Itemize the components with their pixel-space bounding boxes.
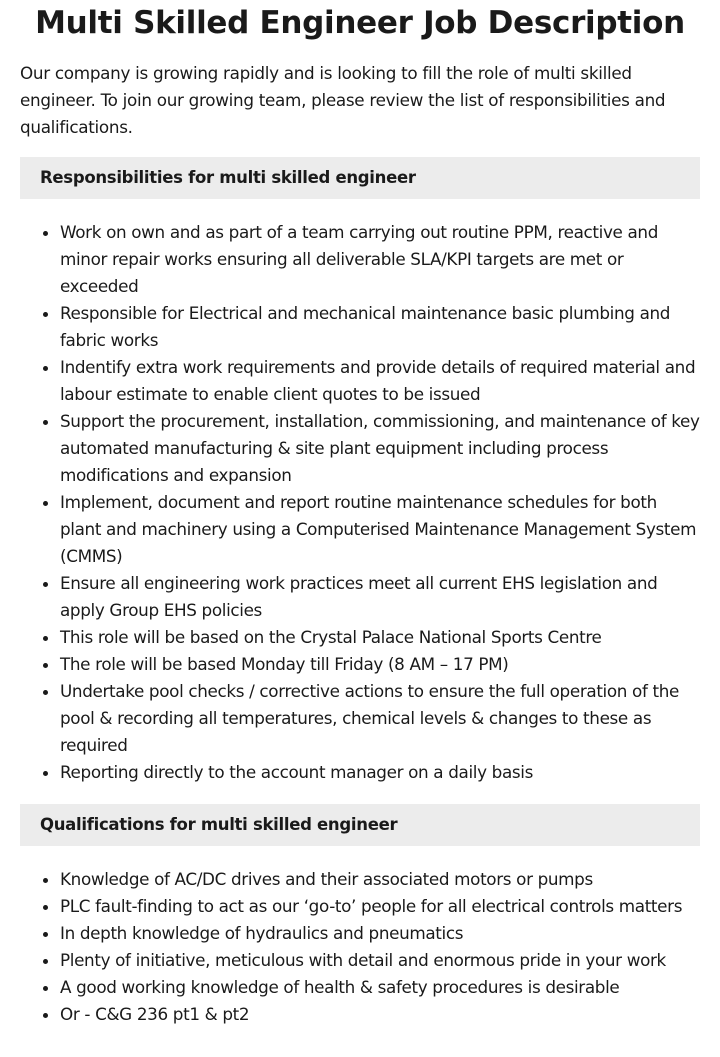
list-item: • A good working knowledge of health & safety procedures is desirable bbox=[60, 974, 700, 1001]
list-item: • In depth knowledge of hydraulics and pneumatics bbox=[60, 920, 700, 947]
list-item: • Plenty of initiative, meticulous with detail and enormous pride in your work bbox=[60, 947, 700, 974]
list-item: • Support the procurement, installation, commissioning, and maintenance of key automated manufacturing & site plant equipment including process modifications and expansion bbox=[60, 408, 700, 489]
list-item: • Ensure all engineering work practices meet all current EHS legislation and apply Group EHS policies bbox=[60, 570, 700, 624]
list-item: • Undertake pool checks / corrective actions to ensure the full operation of the pool & recording all temperatures, chemical levels & changes to these as required bbox=[60, 678, 700, 759]
list-item: • Work on own and as part of a team carrying out routine PPM, reactive and minor repair works ensuring all deliverable SLA/KPI targets are met or exceeded bbox=[60, 219, 700, 300]
responsibilities-heading: Responsibilities for multi skilled engineer bbox=[20, 157, 700, 199]
list-item: • The role will be based Monday till Friday (8 AM – 17 PM) bbox=[60, 651, 700, 678]
intro-paragraph: Our company is growing rapidly and is looking to fill the role of multi skilled engineer. To join our growing team, please review the list of responsibilities and qualifications. bbox=[20, 63, 666, 137]
qualifications-heading: Qualifications for multi skilled engineer bbox=[20, 804, 700, 846]
list-item: • Reporting directly to the account manager on a daily basis bbox=[60, 759, 700, 786]
list-item: • PLC fault-finding to act as our ‘go-to’ people for all electrical controls matters bbox=[60, 893, 700, 920]
list-item: • Indentify extra work requirements and provide details of required material and labour estimate to enable client quotes to be issued bbox=[60, 354, 700, 408]
list-item: • This role will be based on the Crystal Palace National Sports Centre bbox=[60, 624, 700, 651]
list-item: • Responsible for Electrical and mechanical maintenance basic plumbing and fabric works bbox=[60, 300, 700, 354]
qualifications-list bbox=[20, 866, 700, 1028]
list-item: • Implement, document and report routine maintenance schedules for both plant and machinery using a Computerised Maintenance Management System (CMMS) bbox=[60, 489, 700, 570]
responsibilities-list bbox=[20, 219, 700, 786]
page-title: Multi Skilled Engineer Job Description bbox=[35, 5, 685, 41]
list-item: • Knowledge of AC/DC drives and their associated motors or pumps bbox=[60, 866, 700, 893]
list-item: • Or - C&G 236 pt1 & pt2 bbox=[60, 1001, 700, 1028]
